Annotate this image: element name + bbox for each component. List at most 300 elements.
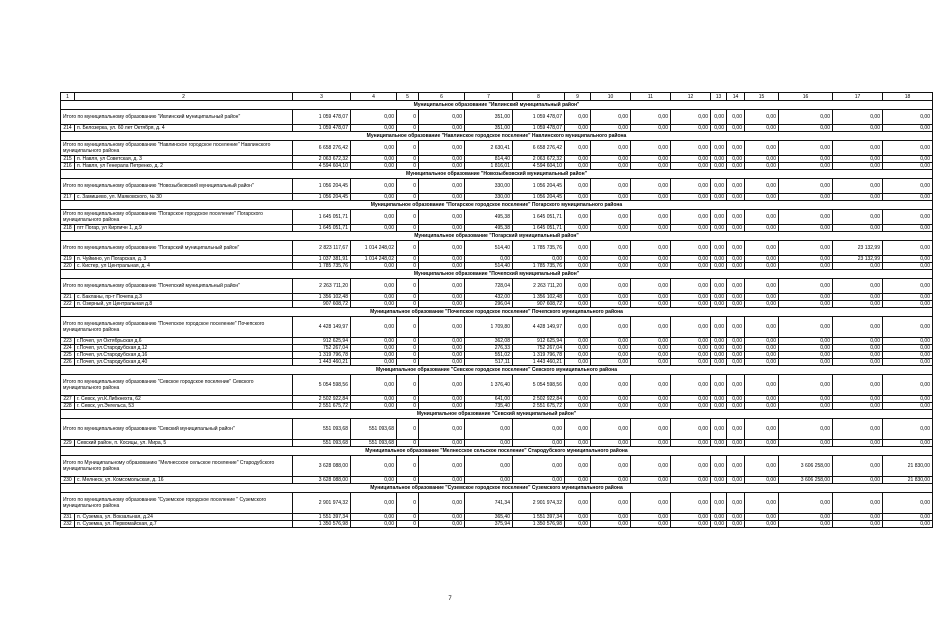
- table-cell: 0: [397, 352, 419, 359]
- address-cell: п. Суземка, ул. Вокзальная, д.24: [75, 514, 293, 521]
- table-cell: 2 630,41: [465, 141, 513, 156]
- subtotal-label: Итого по муниципальному образованию "Погарский муниципальный район": [61, 241, 293, 256]
- table-cell: 0,00: [883, 256, 933, 263]
- section-header-row: [61, 170, 933, 179]
- table-cell: 0,00: [779, 156, 833, 163]
- table-cell: 0,00: [419, 317, 465, 338]
- table-cell: 2 551 675,72: [513, 403, 565, 410]
- table-cell: 23 132,99: [833, 241, 883, 256]
- table-row: [61, 514, 933, 521]
- table-cell: 0,00: [671, 456, 711, 477]
- table-cell: 912 625,94: [513, 338, 565, 345]
- table-cell: 0,00: [351, 279, 397, 294]
- subtotal-label: Итого по муниципальному образованию "Навлинское городское поселение" Навлинского муниципального района: [61, 141, 293, 156]
- table-cell: 0,00: [727, 359, 745, 366]
- table-row: [61, 156, 933, 163]
- table-cell: 0,00: [727, 256, 745, 263]
- section-title: Муниципальное образование "Новозыбковский муниципальный район": [61, 170, 933, 179]
- table-cell: 1 350 576,98: [513, 521, 565, 528]
- column-number: 18: [883, 93, 933, 101]
- table-cell: 0,00: [591, 256, 631, 263]
- table-cell: 0,00: [419, 225, 465, 232]
- table-cell: 0,00: [883, 338, 933, 345]
- table-cell: 514,40: [465, 263, 513, 270]
- register-table: [60, 92, 933, 528]
- column-number: 11: [631, 93, 671, 101]
- table-cell: 0,00: [351, 359, 397, 366]
- table-cell: 0: [397, 163, 419, 170]
- table-cell: 0,00: [883, 514, 933, 521]
- table-cell: 0,00: [883, 156, 933, 163]
- table-cell: 0,00: [745, 279, 779, 294]
- table-cell: 0,00: [591, 440, 631, 447]
- table-cell: 0,00: [745, 210, 779, 225]
- table-cell: 0,00: [883, 419, 933, 440]
- address-cell: п. Белозерка, ул. 60 лет Октября, д. 4: [75, 125, 293, 132]
- table-cell: 0,00: [711, 317, 727, 338]
- table-cell: 0,00: [419, 241, 465, 256]
- table-cell: 1 056 204,45: [293, 179, 351, 194]
- table-cell: 0,00: [745, 294, 779, 301]
- table-cell: 0,00: [591, 156, 631, 163]
- table-cell: 0,00: [419, 163, 465, 170]
- table-cell: 0,00: [671, 179, 711, 194]
- column-number-row: [61, 93, 933, 101]
- table-cell: 2 502 922,84: [293, 396, 351, 403]
- table-cell: 0,00: [727, 163, 745, 170]
- table-cell: 0,00: [727, 225, 745, 232]
- table-cell: 0,00: [513, 440, 565, 447]
- table-cell: 0,00: [833, 263, 883, 270]
- table-cell: 0,00: [711, 179, 727, 194]
- table-cell: 0,00: [671, 279, 711, 294]
- table-cell: 0,00: [833, 156, 883, 163]
- table-row: [61, 440, 933, 447]
- table-cell: 0,00: [631, 163, 671, 170]
- table-cell: 0,00: [671, 110, 711, 125]
- table-cell: 0,00: [779, 210, 833, 225]
- table-cell: 1 056 204,45: [293, 194, 351, 201]
- table-cell: 0,00: [591, 279, 631, 294]
- table-cell: 0: [397, 419, 419, 440]
- table-cell: 0,00: [631, 419, 671, 440]
- table-cell: 641,00: [465, 396, 513, 403]
- table-cell: 0,00: [711, 156, 727, 163]
- table-cell: 0,00: [671, 241, 711, 256]
- table-cell: 0,00: [671, 263, 711, 270]
- table-cell: 0: [397, 210, 419, 225]
- section-header-row: [61, 484, 933, 493]
- table-cell: 0,00: [779, 141, 833, 156]
- table-cell: 0,00: [591, 317, 631, 338]
- table-cell: 0,00: [565, 179, 591, 194]
- table-cell: 4 428 149,97: [293, 317, 351, 338]
- table-cell: 0,00: [727, 514, 745, 521]
- column-number: 16: [779, 93, 833, 101]
- table-cell: 0,00: [565, 141, 591, 156]
- address-cell: с. Мелнеск, ул. Комсомольская, д. 16: [75, 477, 293, 484]
- table-cell: 0,00: [745, 163, 779, 170]
- table-cell: 1 059 478,07: [293, 110, 351, 125]
- table-cell: 0,00: [779, 345, 833, 352]
- table-cell: 0,00: [565, 225, 591, 232]
- table-cell: 0,00: [711, 338, 727, 345]
- table-cell: 0,00: [833, 403, 883, 410]
- table-cell: 0: [397, 110, 419, 125]
- table-cell: 2 901 974,32: [513, 493, 565, 514]
- table-cell: 0,00: [631, 317, 671, 338]
- table-cell: 0,00: [883, 294, 933, 301]
- table-cell: 1 059 478,07: [513, 125, 565, 132]
- subtotal-row: [61, 110, 933, 125]
- subtotal-row: [61, 317, 933, 338]
- table-cell: 0,00: [671, 125, 711, 132]
- table-cell: 0,00: [419, 456, 465, 477]
- table-cell: 0,00: [833, 301, 883, 308]
- table-cell: 0,00: [513, 477, 565, 484]
- table-cell: 0,00: [565, 156, 591, 163]
- table-cell: 0: [397, 194, 419, 201]
- table-cell: 0,00: [727, 352, 745, 359]
- table-cell: 0,00: [351, 493, 397, 514]
- table-cell: 0,00: [711, 125, 727, 132]
- table-cell: 0,00: [833, 179, 883, 194]
- table-cell: 0,00: [727, 141, 745, 156]
- table-cell: 0,00: [711, 110, 727, 125]
- table-cell: 0,00: [419, 440, 465, 447]
- table-row: [61, 359, 933, 366]
- table-cell: 0,00: [565, 514, 591, 521]
- section-header-row: [61, 366, 933, 375]
- table-cell: 0,00: [631, 141, 671, 156]
- table-cell: 0,00: [419, 141, 465, 156]
- table-cell: 1 376,40: [465, 375, 513, 396]
- table-cell: 0,00: [833, 419, 883, 440]
- table-cell: 0,00: [779, 163, 833, 170]
- section-title: Муниципальное образование "Почепское городское поселение" Почепского муниципального района: [61, 308, 933, 317]
- table-cell: 0,00: [779, 125, 833, 132]
- table-cell: 0,00: [351, 179, 397, 194]
- table-cell: 0,00: [419, 338, 465, 345]
- table-cell: 0,00: [883, 279, 933, 294]
- table-cell: 0,00: [727, 440, 745, 447]
- table-cell: 0,00: [419, 194, 465, 201]
- table-cell: 0,00: [833, 477, 883, 484]
- table-cell: 2 823 117,67: [293, 241, 351, 256]
- column-number: 8: [513, 93, 565, 101]
- table-cell: 0,00: [833, 345, 883, 352]
- table-cell: 0: [397, 179, 419, 194]
- section-header-row: [61, 201, 933, 210]
- table-cell: 0,00: [351, 477, 397, 484]
- table-cell: 0,00: [671, 256, 711, 263]
- table-cell: 0: [397, 521, 419, 528]
- table-cell: 0: [397, 345, 419, 352]
- table-cell: 0,00: [591, 338, 631, 345]
- table-cell: 0,00: [727, 419, 745, 440]
- column-number: 1: [61, 93, 75, 101]
- section-title: Муниципальное образование "Суземское городское поселение" Суземского муниципального района: [61, 484, 933, 493]
- table-cell: 0,00: [711, 352, 727, 359]
- table-cell: 0,00: [883, 301, 933, 308]
- table-cell: 0,00: [711, 440, 727, 447]
- table-cell: 0,00: [727, 263, 745, 270]
- table-cell: 0,00: [591, 210, 631, 225]
- subtotal-row: [61, 141, 933, 156]
- row-number: 218: [61, 225, 75, 232]
- table-cell: 735,40: [465, 403, 513, 410]
- row-number: 225: [61, 352, 75, 359]
- table-cell: 0,00: [565, 345, 591, 352]
- table-cell: 0,00: [711, 514, 727, 521]
- table-cell: 0,00: [671, 403, 711, 410]
- table-cell: 0,00: [779, 521, 833, 528]
- table-cell: 0,00: [591, 375, 631, 396]
- table-cell: 0,00: [671, 156, 711, 163]
- table-cell: 0,00: [419, 477, 465, 484]
- subtotal-label: Итого по Муниципальному образованию "Мелнесское сельское поселение" Стародубского муниципального района: [61, 456, 293, 477]
- table-cell: 1 645 051,71: [513, 225, 565, 232]
- table-cell: 0,00: [565, 375, 591, 396]
- table-cell: 1 356 102,48: [513, 294, 565, 301]
- row-number: 221: [61, 294, 75, 301]
- section-title: Муниципальное образование "Погарский муниципальный район": [61, 232, 933, 241]
- table-cell: 0,00: [745, 141, 779, 156]
- table-cell: 0,00: [419, 156, 465, 163]
- section-title: Муниципальное образование "Севское городское поселение" Севского муниципального района: [61, 366, 933, 375]
- table-cell: 0,00: [745, 456, 779, 477]
- table-cell: 0,00: [565, 241, 591, 256]
- table-cell: 0,00: [745, 403, 779, 410]
- table-cell: 0,00: [591, 125, 631, 132]
- address-cell: г.Почеп, ул Октябрьская д.6: [75, 338, 293, 345]
- table-cell: 0: [397, 477, 419, 484]
- table-cell: 0,00: [671, 163, 711, 170]
- table-cell: 0,00: [883, 345, 933, 352]
- table-cell: 0,00: [631, 456, 671, 477]
- table-cell: 0,00: [727, 125, 745, 132]
- table-cell: 1 785 735,76: [293, 263, 351, 270]
- table-cell: 0,00: [631, 179, 671, 194]
- table-cell: 0,00: [779, 179, 833, 194]
- table-cell: 0: [397, 440, 419, 447]
- table-cell: 0,00: [591, 352, 631, 359]
- table-cell: 0,00: [631, 279, 671, 294]
- table-cell: 2 263 711,20: [513, 279, 565, 294]
- subtotal-row: [61, 456, 933, 477]
- table-cell: 0,00: [419, 263, 465, 270]
- table-cell: 0,00: [631, 375, 671, 396]
- table-row: [61, 294, 933, 301]
- table-cell: 0,00: [419, 396, 465, 403]
- address-cell: пгт Погар, ул Кирпичн 1, д.9: [75, 225, 293, 232]
- table-cell: 0,00: [745, 345, 779, 352]
- table-cell: 0,00: [591, 294, 631, 301]
- table-cell: 0,00: [883, 179, 933, 194]
- table-cell: 0: [397, 125, 419, 132]
- table-cell: 0,00: [711, 210, 727, 225]
- table-cell: 0,00: [351, 403, 397, 410]
- address-cell: с. Замишево, ул. Маяковского, № 30: [75, 194, 293, 201]
- table-cell: 0,00: [833, 456, 883, 477]
- table-cell: 0,00: [419, 514, 465, 521]
- table-cell: 3 606 258,00: [779, 477, 833, 484]
- table-cell: 4 594 604,10: [513, 163, 565, 170]
- table-cell: 0,00: [419, 179, 465, 194]
- row-number: 214: [61, 125, 75, 132]
- table-cell: 0,00: [727, 493, 745, 514]
- table-cell: 0,00: [883, 403, 933, 410]
- table-cell: 0,00: [351, 345, 397, 352]
- row-number: 228: [61, 403, 75, 410]
- table-cell: 0,00: [745, 338, 779, 345]
- section-title: Муниципальное образование "Почепский муниципальный район": [61, 270, 933, 279]
- table-cell: 0,00: [833, 493, 883, 514]
- table-cell: 0,00: [711, 194, 727, 201]
- table-cell: 0,00: [711, 521, 727, 528]
- table-cell: 0,00: [779, 256, 833, 263]
- table-cell: 2 551 675,72: [293, 403, 351, 410]
- table-cell: 0,00: [745, 256, 779, 263]
- section-header-row: [61, 270, 933, 279]
- table-cell: 375,94: [465, 521, 513, 528]
- address-cell: с. Бакланы, пр-т Почепа д.3: [75, 294, 293, 301]
- table-cell: 0,00: [631, 225, 671, 232]
- table-cell: 0,00: [883, 241, 933, 256]
- table-cell: 0,00: [631, 403, 671, 410]
- table-cell: 0,00: [419, 125, 465, 132]
- table-row: [61, 521, 933, 528]
- column-number: 4: [351, 93, 397, 101]
- table-cell: 0,00: [727, 241, 745, 256]
- table-cell: 0,00: [465, 256, 513, 263]
- table-cell: 0,00: [351, 521, 397, 528]
- table-cell: 1 056 204,45: [513, 179, 565, 194]
- table-cell: 0,00: [745, 225, 779, 232]
- table-cell: 0,00: [883, 440, 933, 447]
- table-cell: 0,00: [779, 225, 833, 232]
- table-cell: 0,00: [591, 477, 631, 484]
- table-cell: 0,00: [671, 352, 711, 359]
- section-header-row: [61, 132, 933, 141]
- table-cell: 0,00: [565, 521, 591, 528]
- table-row: [61, 194, 933, 201]
- row-number: 226: [61, 359, 75, 366]
- subtotal-row: [61, 419, 933, 440]
- table-cell: 0,00: [565, 279, 591, 294]
- table-cell: 0,00: [419, 294, 465, 301]
- address-cell: г.Почеп, ул.Стародубская д.16: [75, 352, 293, 359]
- table-cell: 0: [397, 359, 419, 366]
- table-cell: 2 263 711,20: [293, 279, 351, 294]
- subtotal-row: [61, 241, 933, 256]
- section-header-row: [61, 308, 933, 317]
- table-cell: 0,00: [351, 194, 397, 201]
- section-title: Муниципальное образование "Навлинское городское поселение" Навлинского муниципального района: [61, 132, 933, 141]
- table-cell: 0,00: [711, 375, 727, 396]
- table-cell: 0,00: [883, 210, 933, 225]
- table-cell: 0,00: [419, 403, 465, 410]
- table-cell: 0,00: [465, 419, 513, 440]
- table-cell: 0,00: [671, 477, 711, 484]
- table-cell: 0,00: [351, 225, 397, 232]
- table-cell: 0,00: [419, 256, 465, 263]
- table-cell: 0,00: [727, 403, 745, 410]
- table-cell: 0,00: [351, 352, 397, 359]
- table-cell: 0,00: [565, 163, 591, 170]
- table-cell: 0,00: [419, 493, 465, 514]
- table-cell: 1 350 576,98: [293, 521, 351, 528]
- table-cell: 0,00: [779, 338, 833, 345]
- section-title: Муниципальное образование "Севский муниципальный район": [61, 410, 933, 419]
- table-cell: 0: [397, 156, 419, 163]
- table-cell: 0,00: [565, 210, 591, 225]
- table-cell: 0,00: [727, 110, 745, 125]
- table-cell: 0,00: [631, 156, 671, 163]
- table-cell: 0,00: [631, 110, 671, 125]
- address-cell: п. Суземка, ул. Первомайская, д.7: [75, 521, 293, 528]
- table-cell: 0,00: [711, 345, 727, 352]
- table-cell: 4 594 604,10: [293, 163, 351, 170]
- table-cell: 0,00: [671, 338, 711, 345]
- table-cell: 0,00: [727, 375, 745, 396]
- table-cell: 551 093,68: [351, 440, 397, 447]
- table-cell: 0,00: [631, 352, 671, 359]
- table-cell: 0,00: [565, 256, 591, 263]
- column-number: 5: [397, 93, 419, 101]
- table-cell: 362,08: [465, 338, 513, 345]
- table-cell: 0: [397, 514, 419, 521]
- subtotal-row: [61, 493, 933, 514]
- table-cell: 0,00: [745, 493, 779, 514]
- table-cell: 0,00: [883, 352, 933, 359]
- table-row: [61, 163, 933, 170]
- table-cell: 0,00: [883, 163, 933, 170]
- table-cell: 0,00: [779, 241, 833, 256]
- table-cell: 0,00: [565, 110, 591, 125]
- table-cell: 0,00: [671, 521, 711, 528]
- table-cell: 0,00: [419, 210, 465, 225]
- table-cell: 551 093,68: [351, 419, 397, 440]
- table-cell: 0,00: [711, 396, 727, 403]
- table-cell: 23 132,99: [833, 256, 883, 263]
- column-number: 9: [565, 93, 591, 101]
- column-number: 10: [591, 93, 631, 101]
- table-cell: 0: [397, 396, 419, 403]
- table-cell: 0,00: [711, 256, 727, 263]
- section-title: Муниципальное образование "Ивлинский муниципальный район": [61, 101, 933, 110]
- table-cell: 0,00: [833, 294, 883, 301]
- table-cell: 21 830,00: [883, 477, 933, 484]
- table-cell: 0,00: [591, 141, 631, 156]
- table-cell: 0,00: [591, 179, 631, 194]
- table-cell: 1 059 478,07: [513, 110, 565, 125]
- table-row: [61, 338, 933, 345]
- table-cell: 0,00: [727, 477, 745, 484]
- column-number: 15: [745, 93, 779, 101]
- table-cell: 0,00: [779, 514, 833, 521]
- table-cell: 1 551 397,34: [293, 514, 351, 521]
- table-cell: 0,00: [833, 163, 883, 170]
- table-row: [61, 352, 933, 359]
- subtotal-label: Итого по муниципальному образованию "Почепский муниципальный район": [61, 279, 293, 294]
- table-cell: 0,00: [745, 375, 779, 396]
- row-number: 231: [61, 514, 75, 521]
- table-cell: 0,00: [745, 110, 779, 125]
- table-cell: 0,00: [779, 375, 833, 396]
- table-cell: 0,00: [745, 301, 779, 308]
- table-cell: 0,00: [565, 419, 591, 440]
